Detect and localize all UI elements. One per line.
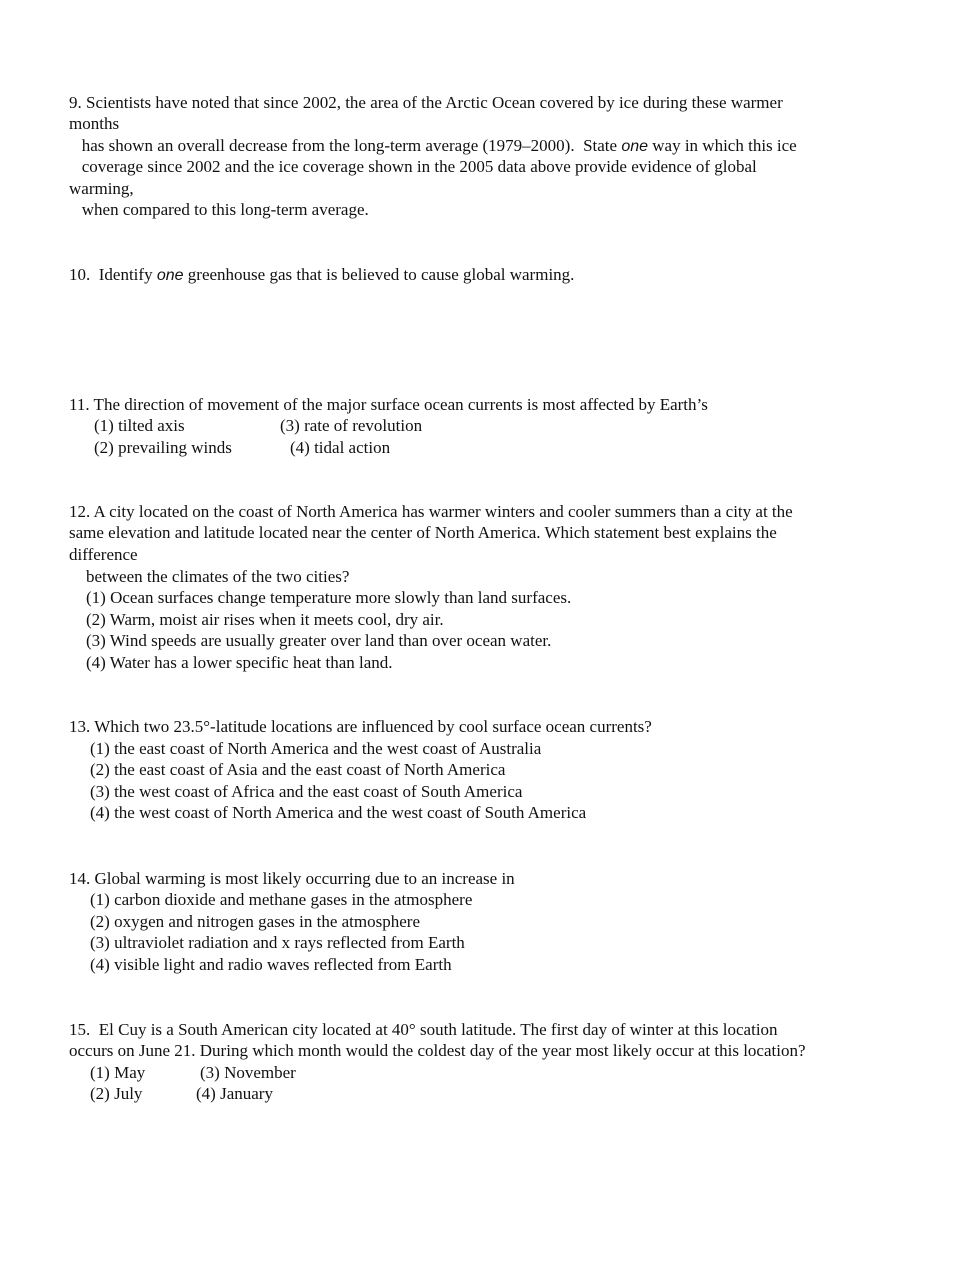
q10-stem-start: 10. Identify bbox=[69, 265, 157, 284]
q9-line-1: 9. Scientists have noted that since 2002, the area of the Arctic Ocean covered by ice during these warmer bbox=[69, 93, 783, 112]
q10-stem bbox=[69, 264, 574, 286]
q9-line-5: warming, bbox=[69, 179, 134, 198]
q13-option-2: (2) the east coast of Asia and the east coast of North America bbox=[90, 760, 506, 779]
q15-option-1: (1) May bbox=[90, 1063, 146, 1082]
q12-option-3: (3) Wind speeds are usually greater over land than over ocean water. bbox=[86, 631, 552, 650]
q12-line-3: difference bbox=[69, 545, 138, 564]
q15-option-3: (3) November bbox=[200, 1063, 296, 1082]
q14-option-4: (4) visible light and radio waves reflected from Earth bbox=[90, 955, 452, 974]
q15-option-2: (2) July bbox=[90, 1084, 143, 1103]
q9-line-3-end: way in which this ice bbox=[648, 136, 797, 155]
q9-line-3 bbox=[69, 135, 797, 157]
q10-emphasis-one: one bbox=[156, 267, 184, 284]
q15-line-2: occurs on June 21. During which month would the coldest day of the year most likely occur at this location? bbox=[69, 1041, 806, 1060]
q9-line-3-start: has shown an overall decrease from the long-term average (1979–2000). State bbox=[69, 136, 622, 155]
q14-option-3: (3) ultraviolet radiation and x rays reflected from Earth bbox=[90, 933, 465, 952]
q9-line-2: months bbox=[69, 114, 120, 133]
q15-option-4: (4) January bbox=[196, 1084, 273, 1103]
q13-option-4: (4) the west coast of North America and the west coast of South America bbox=[90, 803, 587, 822]
q9-line-4: coverage since 2002 and the ice coverage shown in the 2005 data above provide evidence of global bbox=[69, 157, 757, 176]
q13-option-1: (1) the east coast of North America and the west coast of Australia bbox=[90, 739, 542, 758]
q9-line-6: when compared to this long-term average. bbox=[69, 200, 369, 219]
q12-line-1: 12. A city located on the coast of North America has warmer winters and cooler summers than a city at the bbox=[69, 502, 793, 521]
q11-option-2: (2) prevailing winds bbox=[94, 438, 232, 457]
q11-stem: 11. The direction of movement of the major surface ocean currents is most affected by Earth’s bbox=[69, 395, 708, 414]
q14-option-2: (2) oxygen and nitrogen gases in the atmosphere bbox=[90, 912, 420, 931]
q10-stem-end: greenhouse gas that is believed to cause global warming. bbox=[183, 265, 575, 284]
q12-line-4: between the climates of the two cities? bbox=[69, 567, 350, 586]
q11-option-3: (3) rate of revolution bbox=[280, 416, 423, 435]
q12-option-4: (4) Water has a lower specific heat than land. bbox=[86, 653, 393, 672]
q12-line-2: same elevation and latitude located near the center of North America. Which statement best explains the bbox=[69, 523, 777, 542]
q14-stem: 14. Global warming is most likely occurring due to an increase in bbox=[69, 869, 515, 888]
q13-stem: 13. Which two 23.5°-latitude locations are influenced by cool surface ocean currents? bbox=[69, 717, 652, 736]
q12-option-2: (2) Warm, moist air rises when it meets cool, dry air. bbox=[86, 610, 444, 629]
q14-option-1: (1) carbon dioxide and methane gases in the atmosphere bbox=[90, 890, 473, 909]
q11-option-4: (4) tidal action bbox=[290, 438, 391, 457]
q12-option-1: (1) Ocean surfaces change temperature more slowly than land surfaces. bbox=[86, 588, 572, 607]
q9-emphasis-one: one bbox=[621, 138, 649, 155]
q13-option-3: (3) the west coast of Africa and the east coast of South America bbox=[90, 782, 523, 801]
q11-option-1: (1) tilted axis bbox=[94, 416, 185, 435]
q15-line-1: 15. El Cuy is a South American city located at 40° south latitude. The first day of winter at this location bbox=[69, 1020, 778, 1039]
